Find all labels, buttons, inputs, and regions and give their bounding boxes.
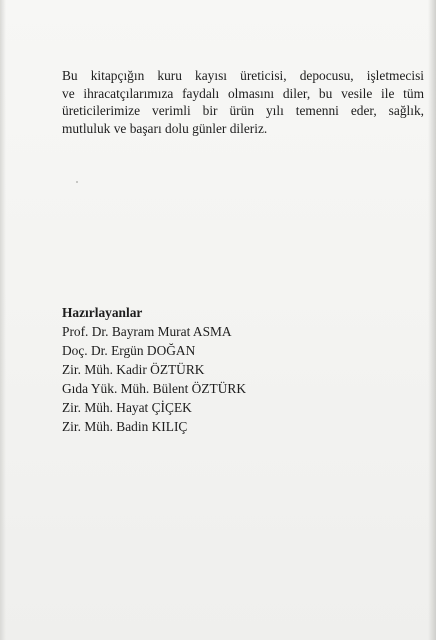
credits-person: Prof. Dr. Bayram Murat ASMA	[62, 324, 232, 339]
paper-speck	[76, 181, 78, 183]
credits-heading: Hazırlayanlar	[62, 305, 143, 320]
page-right-edge-shadow	[428, 0, 436, 640]
credits-section	[62, 303, 246, 436]
credits-person: Doç. Dr. Ergün DOĞAN	[62, 343, 196, 358]
paragraph-line: mutluluk ve başarı dolu günler dileriz.	[62, 120, 268, 136]
page-left-edge-shadow	[0, 0, 6, 640]
credits-person: Gıda Yük. Müh. Bülent ÖZTÜRK	[62, 381, 246, 396]
paragraph-line: ve ihracatçılarımıza faydalı olmasını diler, bu vesile ile tüm	[62, 85, 424, 101]
credits-person: Zir. Müh. Hayat ÇİÇEK	[62, 400, 192, 415]
credits-person: Zir. Müh. Kadir ÖZTÜRK	[62, 362, 205, 377]
credits-person: Zir. Müh. Badin KILIÇ	[62, 419, 188, 434]
paragraph-line: Bu kitapçığın kuru kayısı üreticisi, depocusu, işletmecisi	[62, 68, 424, 83]
closing-paragraph	[62, 67, 424, 137]
paragraph-line: üreticilerimize verimli bir ürün yılı temenni eder, sağlık,	[62, 103, 424, 118]
